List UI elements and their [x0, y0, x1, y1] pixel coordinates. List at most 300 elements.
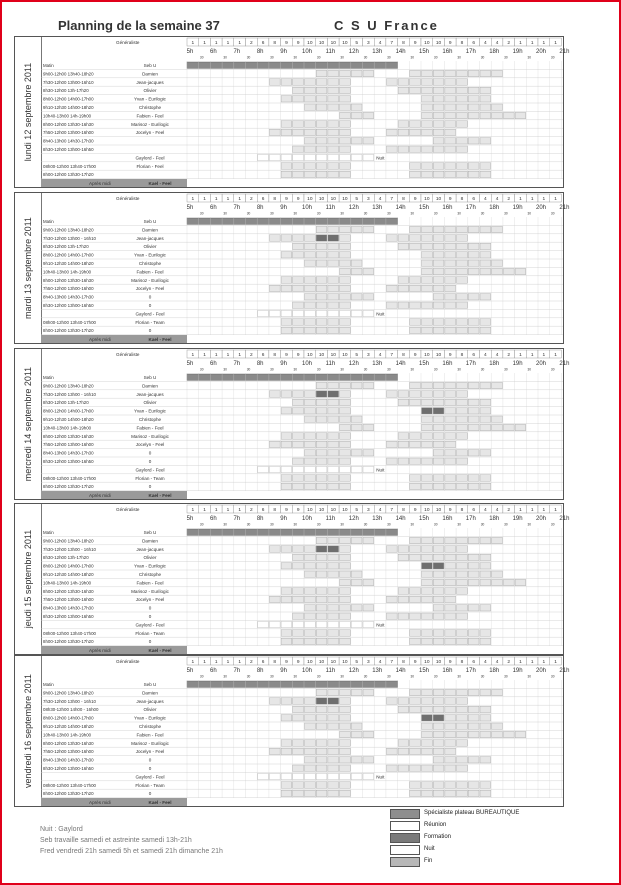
night-cell	[328, 310, 339, 316]
shift-cell	[468, 104, 479, 110]
count-value: 4	[495, 660, 499, 666]
shift-cell	[457, 483, 468, 489]
shift-cell	[410, 630, 421, 636]
half-hour-mark: 30	[433, 367, 438, 372]
shift-cell	[351, 424, 362, 430]
shift-cell	[328, 757, 339, 763]
shift-cell	[316, 302, 327, 308]
count-value: 6	[261, 41, 265, 47]
shift-cell	[328, 790, 339, 796]
count-value: 9	[448, 508, 452, 514]
night-cell	[316, 621, 327, 627]
count-value: 4	[378, 197, 382, 203]
shift-cell	[293, 146, 304, 152]
agent-name: Damien	[142, 690, 158, 696]
shift-cell	[316, 554, 327, 560]
shift-cell	[340, 79, 351, 85]
shift-cell	[433, 546, 444, 552]
shift-cell	[445, 596, 456, 602]
shift-cell	[305, 243, 316, 249]
shift-cell	[433, 104, 444, 110]
count-value: 8	[402, 41, 405, 47]
hour-label: 12h	[348, 668, 359, 674]
hour-label: 9h	[280, 516, 287, 522]
count-value: 7	[390, 508, 394, 514]
hour-label: 18h	[489, 668, 500, 674]
shift-cell	[293, 782, 304, 788]
shift-cell	[480, 571, 491, 577]
night-cell	[258, 154, 269, 160]
hour-label: 9h	[280, 49, 287, 55]
shift-cell	[363, 689, 374, 695]
half-hour-mark: 30	[340, 55, 344, 60]
shift-cell	[433, 252, 444, 258]
shift-hours: 8h00-12h00 14h00-17h00	[43, 563, 94, 569]
shift-cell	[316, 441, 327, 447]
shift-cell	[328, 129, 339, 135]
shift-cell	[410, 537, 421, 543]
shift-cell	[445, 285, 456, 291]
shift-cell	[433, 458, 444, 464]
agent-name: Florian - Team	[135, 630, 165, 636]
count-value: 6	[472, 508, 475, 514]
shift-cell	[422, 698, 433, 704]
shift-cell	[433, 171, 444, 177]
shift-cell	[281, 546, 292, 552]
night-cell	[340, 154, 351, 160]
hour-label: 11h	[325, 516, 336, 522]
shift-cell	[305, 79, 316, 85]
shift-cell	[386, 79, 397, 85]
shift-cell	[305, 163, 316, 169]
shift-cell	[457, 399, 468, 405]
shift-cell	[293, 765, 304, 771]
shift-cell	[316, 399, 327, 405]
shift-cell	[457, 302, 468, 308]
agent-name: Damien	[142, 383, 158, 389]
count-value: 10	[435, 508, 442, 514]
shift-cell	[340, 731, 351, 737]
shift-hours: 10h40-13h00 14h-19h00	[43, 425, 92, 431]
half-hour-mark: 30	[316, 367, 321, 372]
agent-name: 0	[148, 303, 152, 308]
shift-cell	[316, 252, 327, 258]
hour-label: 15h	[418, 668, 430, 674]
hour-label: 6h	[210, 361, 217, 367]
shift-cell	[340, 790, 351, 796]
shift-cell	[340, 285, 351, 291]
shift-cell	[422, 458, 433, 464]
shift-hours: 10h40-13h00 14h-19h00	[43, 269, 92, 275]
shift-cell	[433, 302, 444, 308]
shift-cell	[293, 121, 304, 127]
night-cell	[328, 466, 339, 472]
footer-agent: Kael - Feel	[148, 337, 172, 342]
shift-cell	[457, 260, 468, 266]
night-cell	[363, 466, 374, 472]
page-title: Planning de la semaine 37	[58, 18, 220, 33]
shift-hours: 9h10-12h30 14h00-18h20	[43, 417, 94, 422]
hour-label: 14h	[395, 49, 406, 55]
shift-cell	[410, 285, 421, 291]
shift-hours: 8h30-12h00 13h-17h20	[43, 244, 89, 250]
hour-label: 11h	[325, 361, 336, 367]
shift-cell	[398, 441, 409, 447]
night-cell	[305, 621, 316, 627]
shift-cell	[457, 765, 468, 771]
hour-label: 21h	[559, 205, 570, 211]
agent-name: 0	[148, 484, 152, 490]
count-value: 3	[367, 660, 370, 666]
shift-cell	[492, 104, 503, 110]
agent-name: Fabien - Feel	[136, 732, 164, 738]
hour-label: 7h	[233, 516, 241, 522]
shift-cell	[445, 235, 456, 241]
half-hour-mark: 30	[433, 674, 438, 679]
shift-hours: 8h30-12h00 13h00-16h50	[43, 303, 94, 308]
shift-cell	[328, 748, 339, 754]
shift-cell	[316, 87, 327, 93]
shift-cell	[468, 723, 479, 729]
shift-cell	[480, 382, 491, 388]
hour-label: 8h	[256, 49, 264, 55]
count-value: 9	[296, 197, 300, 203]
hour-label: 5h	[186, 668, 194, 674]
shift-cell	[281, 235, 292, 241]
shift-cell	[351, 605, 362, 611]
shift-cell	[480, 104, 491, 110]
shift-cell	[410, 475, 421, 481]
shift-cell	[363, 226, 374, 232]
half-hour-mark: 30	[457, 367, 461, 372]
shift-cell	[340, 563, 351, 569]
hour-label: 6h	[210, 49, 217, 55]
shift-cell	[316, 138, 327, 144]
shift-cell	[398, 243, 409, 249]
shift-cell	[433, 475, 444, 481]
shift-cell	[316, 546, 327, 552]
count-value: 1	[191, 660, 195, 666]
shift-cell	[468, 554, 479, 560]
count-value: 3	[367, 353, 370, 359]
half-hour-mark: 30	[504, 367, 508, 372]
shift-hours: 7h30-12h00 13h00-16h10	[43, 79, 94, 85]
shift-cell	[340, 782, 351, 788]
shift-cell	[410, 243, 421, 249]
shift-cell	[316, 408, 327, 414]
shift-cell	[433, 715, 444, 721]
night-cell	[293, 154, 304, 160]
shift-cell	[457, 638, 468, 644]
agent-name: Florian - Team	[135, 319, 165, 325]
count-value: 8	[273, 353, 277, 359]
shift-cell	[305, 138, 316, 144]
half-hour-mark: 30	[387, 211, 391, 216]
shift-cell	[422, 243, 433, 249]
shift-cell	[422, 260, 433, 266]
shift-cell	[433, 638, 444, 644]
count-value: 1	[203, 197, 206, 203]
half-hour-mark: 30	[527, 522, 532, 527]
shift-cell	[445, 268, 456, 274]
shift-cell	[422, 441, 433, 447]
shift-cell	[293, 554, 304, 560]
agent-name: Olivier	[143, 555, 157, 561]
shift-cell	[433, 416, 444, 422]
shift-cell	[328, 723, 339, 729]
shift-cell	[398, 391, 409, 397]
shift-cell	[281, 433, 292, 439]
legend-swatch	[390, 821, 420, 831]
shift-cell	[328, 630, 339, 636]
shift-hours: 8h30-12h00 13h00-16h50	[43, 614, 94, 619]
half-hour-mark: 30	[550, 211, 555, 216]
count-value: 1	[191, 41, 195, 47]
half-hour-mark: 30	[387, 55, 391, 60]
shift-cell	[468, 243, 479, 249]
shift-cell	[328, 416, 339, 422]
shift-cell	[269, 391, 280, 397]
count-value: 1	[238, 197, 241, 203]
hour-label: 15h	[418, 205, 430, 211]
shift-cell	[281, 596, 292, 602]
shift-cell	[457, 613, 468, 619]
shift-cell	[398, 121, 409, 127]
agent-name: Christophe	[138, 572, 162, 577]
shift-cell	[305, 408, 316, 414]
shift-cell	[316, 243, 327, 249]
shift-cell	[316, 96, 327, 102]
hour-label: 7h	[233, 49, 241, 55]
shift-cell	[305, 765, 316, 771]
count-value: 10	[330, 353, 336, 359]
shift-cell	[398, 698, 409, 704]
shift-cell	[305, 391, 316, 397]
count-value: 3	[367, 508, 370, 514]
half-hour-mark: 30	[246, 211, 251, 216]
agent-name: Marisoz - Eurilogic	[131, 121, 169, 127]
shift-cell	[445, 790, 456, 796]
agent-name: Florian - Team	[135, 475, 165, 481]
notes	[40, 824, 223, 857]
shift-hours: 9h00-12h00 13h40-18h20	[43, 538, 94, 544]
count-value: 9	[285, 353, 288, 359]
hour-label: 17h	[465, 361, 476, 367]
half-hour-mark: 30	[410, 674, 415, 679]
count-value: 1	[191, 353, 195, 359]
shift-cell	[281, 252, 292, 258]
shift-hours: 8h30-12h00 13h00-16h50	[43, 147, 94, 152]
shift-cell	[445, 416, 456, 422]
shift-cell	[445, 294, 456, 300]
shift-cell	[422, 277, 433, 283]
shift-cell	[433, 268, 444, 274]
footer-agent: Kael - Feel	[148, 648, 172, 653]
shift-cell	[340, 70, 351, 76]
legend-item	[390, 821, 556, 832]
shift-cell	[386, 748, 397, 754]
hour-label: 13h	[372, 49, 383, 55]
agent-name: Jean-jacques	[136, 391, 164, 397]
shift-cell	[363, 450, 374, 456]
count-value: 1	[519, 508, 522, 514]
shift-cell	[457, 706, 468, 712]
shift-cell	[433, 698, 444, 704]
shift-cell	[328, 596, 339, 602]
shift-cell	[433, 96, 444, 102]
shift-cell	[480, 399, 491, 405]
half-hour-mark: 30	[316, 522, 321, 527]
hour-label: 12h	[348, 205, 359, 211]
count-value: 10	[330, 660, 336, 666]
shift-cell	[340, 112, 351, 118]
count-value: 8	[273, 660, 277, 666]
shift-cell	[305, 571, 316, 577]
hour-label: 19h	[512, 516, 523, 522]
count-value: 1	[226, 508, 230, 514]
hour-label: 17h	[465, 668, 476, 674]
half-hour-mark: 30	[223, 211, 227, 216]
shift-cell	[468, 563, 479, 569]
shift-cell	[328, 715, 339, 721]
night-cell	[328, 621, 339, 627]
shift-hours: 08h30-12h00 14h00 - 16h00	[43, 707, 99, 713]
shift-cell	[340, 294, 351, 300]
shift-cell	[340, 588, 351, 594]
shift-cell	[340, 171, 351, 177]
count-value: 9	[285, 197, 288, 203]
shift-cell	[316, 782, 327, 788]
count-value: 8	[460, 508, 464, 514]
count-value: 9	[448, 353, 452, 359]
count-value: 1	[238, 353, 241, 359]
shift-hours: 9h10-12h30 14h00-18h20	[43, 724, 94, 729]
shift-cell	[410, 588, 421, 594]
shift-cell	[328, 408, 339, 414]
shift-cell	[305, 782, 316, 788]
shift-cell	[340, 613, 351, 619]
shift-cell	[340, 554, 351, 560]
shift-cell	[468, 226, 479, 232]
shift-cell	[468, 319, 479, 325]
shift-cell	[480, 715, 491, 721]
count-value: 1	[214, 508, 218, 514]
shift-cell	[316, 458, 327, 464]
agent-name: Jocelyn - Feel	[135, 442, 165, 448]
shift-cell	[433, 782, 444, 788]
shift-cell	[480, 319, 491, 325]
shift-hours: 9h00-12h00 13h40-18h20	[43, 227, 94, 233]
shift-cell	[445, 483, 456, 489]
night-cell	[316, 310, 327, 316]
shift-cell	[398, 588, 409, 594]
legend-item	[390, 809, 556, 820]
shift-cell	[281, 163, 292, 169]
shift-cell	[328, 260, 339, 266]
shift-cell	[316, 416, 327, 422]
count-value: 10	[318, 660, 325, 666]
count-value: 10	[342, 508, 348, 514]
shift-cell	[340, 740, 351, 746]
day-grid	[41, 349, 570, 499]
shift-cell	[457, 698, 468, 704]
shift-cell	[468, 757, 479, 763]
shift-cell	[316, 285, 327, 291]
count-value: 6	[261, 508, 265, 514]
half-hour-mark: 30	[410, 522, 415, 527]
shift-cell	[328, 146, 339, 152]
count-value: 10	[435, 41, 442, 47]
shift-cell	[316, 226, 327, 232]
night-cell	[363, 773, 374, 779]
shift-cell	[422, 87, 433, 93]
shift-cell	[433, 588, 444, 594]
night-label: Nuit	[376, 467, 385, 473]
shift-hours: 8h00-12h00 14h00-17h00	[43, 96, 94, 102]
agent-name: Gaylord - Feel	[135, 622, 165, 628]
half-hour-mark: 30	[433, 55, 438, 60]
count-value: 10	[424, 353, 430, 359]
half-hour-mark: 30	[340, 367, 344, 372]
shift-cell	[328, 571, 339, 577]
shift-hours: 8h00-12h00 13h30-16h30	[43, 121, 94, 127]
shift-cell	[340, 268, 351, 274]
count-value: 8	[402, 508, 405, 514]
shift-cell	[340, 252, 351, 258]
shift-cell	[305, 252, 316, 258]
half-hour-mark: 30	[550, 55, 555, 60]
agent-name: Olivier	[143, 244, 157, 250]
shift-cell	[340, 424, 351, 430]
hour-label: 6h	[210, 668, 217, 674]
shift-cell	[480, 450, 491, 456]
shift-cell	[422, 391, 433, 397]
shift-cell	[457, 391, 468, 397]
shift-cell	[410, 302, 421, 308]
half-hour-mark: 30	[527, 55, 532, 60]
night-cell	[281, 154, 292, 160]
shift-hours: 7h50-12h00 13h00-16h00	[43, 286, 94, 292]
shift-cell	[398, 79, 409, 85]
shift-cell	[316, 382, 327, 388]
count-value: 2	[507, 197, 511, 203]
hour-label: 14h	[395, 205, 406, 211]
shift-cell	[445, 104, 456, 110]
shift-cell	[340, 483, 351, 489]
shift-cell	[340, 235, 351, 241]
shift-cell	[492, 416, 503, 422]
half-hour-mark: 30	[223, 522, 227, 527]
shift-cell	[433, 408, 444, 414]
agent-name: 0	[148, 459, 152, 464]
shift-cell	[433, 605, 444, 611]
shift-hours: 8h00-12h00 13h30-17h20	[43, 328, 94, 334]
shift-cell	[351, 416, 362, 422]
hour-label: 13h	[372, 516, 383, 522]
shift-cell	[363, 424, 374, 430]
shift-cell	[480, 416, 491, 422]
shift-hours: 7h30-12h00 13h00 - 16h10	[43, 391, 96, 397]
shift-cell	[305, 399, 316, 405]
half-hour-mark: 30	[363, 211, 368, 216]
shift-cell	[480, 243, 491, 249]
shift-cell	[328, 782, 339, 788]
shift-cell	[281, 277, 292, 283]
hour-label: 21h	[559, 516, 570, 522]
count-value: 7	[390, 660, 394, 666]
shift-cell	[305, 146, 316, 152]
agent-name: Seb U	[143, 375, 157, 380]
